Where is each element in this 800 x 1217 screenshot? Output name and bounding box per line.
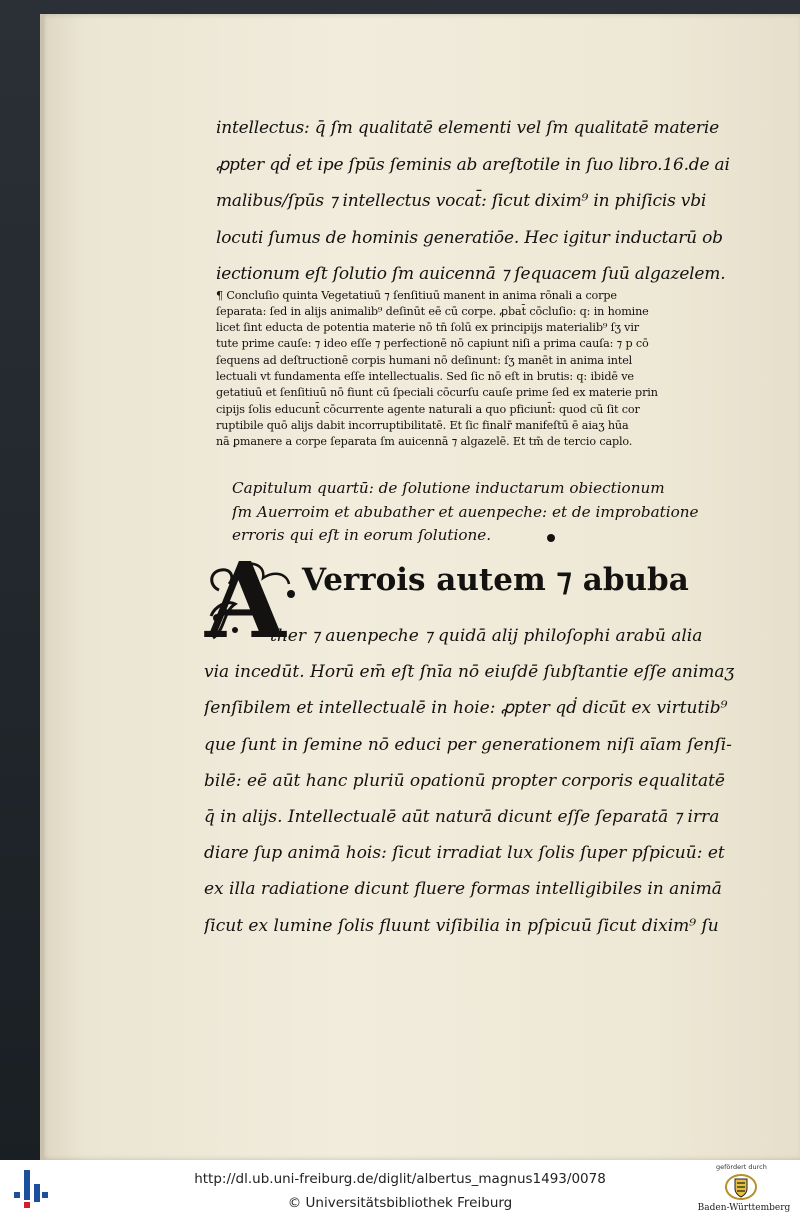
- body-line: que ſunt in ſemine nō educi per generationem niſi aīam ſenſi-: [204, 734, 732, 755]
- copyright-notice: © Universitätsbibliothek Freiburg: [287, 1195, 513, 1211]
- body-line: ſicut ex lumine ſolis fluunt viſibilia in pſpicuū ſicut dixim⁹ ſu: [204, 915, 719, 936]
- conclusion-line: ruptibile quō alijs dabit incorruptibilitatē. Et ſic finalr̄ manifeſtū ē aiaʒ hūa: [216, 418, 629, 432]
- body-line: ex illa radiatione dicunt fluere formas intelligibiles in animā: [204, 879, 722, 900]
- conclusion-line: lectuali vt fundamenta eſſe intellectualis. Sed ſic nō eſt in brutis: q: ibidē ve: [216, 369, 634, 383]
- conclusion-line: ſeparata: ſed in alijs animalib⁹ deſinūt eē cū corpe. ꝓbat̄ cōcluſio: q: in homine: [216, 304, 649, 318]
- funder-name: Baden-Württemberg: [697, 1203, 791, 1213]
- conclusion-block: [216, 288, 740, 451]
- conclusion-line: cipijs ſolis educunt̄ cōcurrente agente naturali a quo pficiunt̄: quod cū ſit cor: [216, 402, 640, 416]
- section-incipit: Verrois autem ⁊ abuba: [302, 562, 689, 598]
- text-line: malibus/ſpūs ⁊ intellectus vocat̄: ſicut dixim⁹ in phiſicis vbi: [216, 191, 707, 211]
- text-line: ꝓpter qḋ et ipe ſpūs ſeminis ab areſtotile in ſuo libro.16.de ai: [216, 154, 730, 175]
- chapter-heading: [232, 477, 742, 548]
- funder-label: gefördert durch: [716, 1163, 767, 1171]
- chapter-heading-line: Capitulum quartū: de ſolutione inductarum obiectionum: [232, 479, 665, 497]
- upper-text-block: [216, 110, 740, 450]
- chapter-heading-line: erroris qui eſt in eorum ſolutione.: [232, 526, 492, 544]
- coat-of-arms-icon: [724, 1173, 758, 1201]
- body-line: via incedūt. Horū em̄ eſt ſnīa nō eiuſdē ſubſtantie eſſe animaʒ: [204, 662, 735, 683]
- body-text-block: [204, 618, 744, 944]
- body-line: bilē: eē aūt hanc pluriū opationū propter corporis equalitatē: [204, 770, 725, 791]
- conclusion-line: tute prime cauſe: ⁊ ideo eſſe ⁊ perfectionē nō capiunt niſi a prima cauſa: ⁊ p cō: [216, 337, 649, 351]
- conclusion-line: ſequens ad deſtructionē corpis humani nō deſinunt: ſʒ manēt in anima intel: [216, 353, 633, 367]
- conclusion-line: ¶ Concluſio quinta Vegetatiuū ⁊ ſenſitiuū manent in anima rōnali a corpe: [216, 288, 617, 302]
- paragraph-mark: [547, 534, 555, 542]
- text-line: intellectus: q̄ ſm qualitatē elementi vel ſm qualitatē materie: [216, 118, 719, 138]
- drop-cap-initial: A: [205, 539, 286, 662]
- conclusion-line: getatiuū et ſenſitiuū nō fiunt cū ſpeciali cōcurſu cauſe prime ſed ex materie prin: [216, 386, 658, 400]
- body-line: diare ſup animā hois: ſicut irradiat lux ſolis ſuper pſpicuū: et: [204, 843, 725, 864]
- text-line: locuti ſumus de hominis generatiōe. Hec igitur inductarū ob: [216, 227, 723, 248]
- chapter-heading-line: ſm Auerroim et abubather et auenpeche: et de improbatione: [232, 502, 699, 521]
- conclusion-line: nā ꝑmanere a corpe ſeparata ſm auicennā ⁊ algazelē. Et tm̄ de tercio caplo.: [216, 435, 633, 449]
- text-line: iectionum eſt ſolutio ſm auicennā ⁊ ſequacem ſuū algazelem.: [216, 264, 726, 284]
- page-gutter: [40, 14, 44, 1160]
- body-line: ſenſibilem et intellectualē in hoie: ꝓpter qḋ dicūt ex virtutib⁹: [204, 698, 728, 719]
- permalink-url[interactable]: http://dl.ub.uni-freiburg.de/diglit/albertus_magnus1493/0078: [194, 1171, 606, 1187]
- conclusion-line: licet ſint educta de potentia materie nō tn̄ ſolū ex principijs materialib⁹ ſʒ vir: [216, 321, 639, 335]
- body-line: q̄ in alijs. Intellectualē aūt naturā dicunt eſſe ſeparatā ⁊ irra: [204, 806, 720, 827]
- body-line: ther ⁊ auenpeche ⁊ quidā alij philoſophi arabū alia: [270, 626, 703, 646]
